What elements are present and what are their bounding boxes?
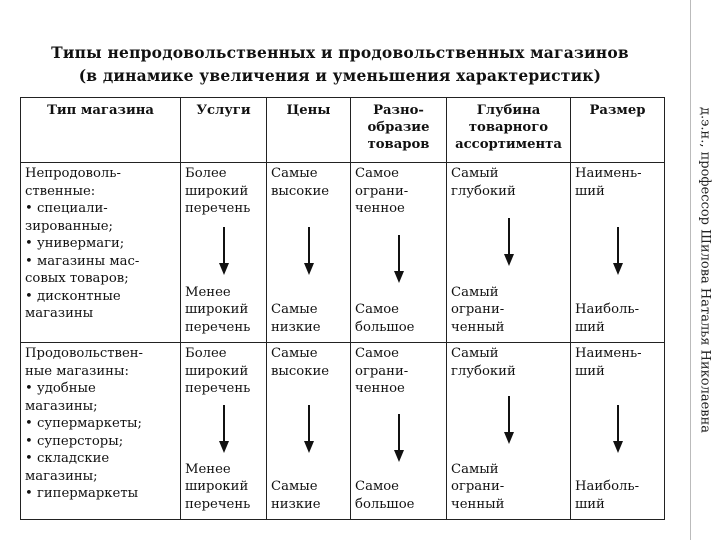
shop-type-line: • складские bbox=[25, 451, 110, 466]
cell-line: высокие bbox=[271, 363, 330, 379]
header-size: Размер bbox=[571, 98, 665, 163]
cell-line: ший bbox=[575, 319, 605, 335]
cell-line: перечень bbox=[185, 319, 251, 335]
cell-line: глубокий bbox=[451, 363, 516, 379]
arrow-down-icon bbox=[503, 396, 515, 444]
depth-cell bbox=[447, 343, 571, 520]
store-types-table bbox=[20, 97, 665, 520]
table-title: Типы непродовольственных и продовольственных магазинов bbox=[51, 43, 629, 62]
cell-line: широкий bbox=[185, 479, 249, 494]
shop-type-line: Непродоволь- bbox=[25, 166, 121, 181]
cell-line: глубокий bbox=[451, 183, 516, 199]
cell-line: Самые bbox=[271, 479, 318, 494]
cell-line: Самые bbox=[271, 166, 318, 181]
depth-bottom-text bbox=[451, 461, 566, 514]
cell-line: ший bbox=[575, 183, 605, 199]
size-top-text bbox=[575, 345, 660, 380]
prices-top-text bbox=[271, 345, 346, 380]
prices-cell bbox=[267, 343, 351, 520]
prices-cell bbox=[267, 163, 351, 343]
arrow-down-icon bbox=[218, 405, 230, 453]
variety-cell bbox=[351, 343, 447, 520]
cell-line: ограни- bbox=[451, 302, 505, 317]
header-services: Услуги bbox=[181, 98, 267, 163]
cell-line: Наимень- bbox=[575, 346, 642, 361]
size-bottom-text bbox=[575, 301, 660, 336]
cell-line: ченное bbox=[355, 381, 405, 396]
prices-top-text bbox=[271, 165, 346, 200]
cell-line: Самый bbox=[451, 346, 499, 361]
header-row bbox=[21, 98, 665, 163]
shop-types-cell bbox=[21, 343, 181, 520]
depth-cell bbox=[447, 163, 571, 343]
variety-bottom-text bbox=[355, 301, 442, 336]
cell-line: Менее bbox=[185, 461, 231, 477]
prices-bottom-text bbox=[271, 478, 346, 513]
arrow-down-icon bbox=[612, 227, 624, 275]
cell-line: Самый bbox=[451, 166, 499, 181]
shop-type-line: ные магазины: bbox=[25, 363, 129, 379]
shop-type-line: • специали- bbox=[25, 201, 108, 216]
size-top-text bbox=[575, 165, 660, 200]
table-row bbox=[21, 163, 665, 343]
author-caption: д.э.н., профессор Шилова Наталья Николаевна bbox=[697, 106, 713, 434]
cell-line: Самые bbox=[271, 346, 318, 361]
size-cell bbox=[571, 343, 665, 520]
cell-line: перечень bbox=[185, 201, 251, 216]
arrow-down-icon bbox=[393, 235, 405, 283]
cell-line: широкий bbox=[185, 363, 249, 379]
shop-type-line: • универмаги; bbox=[25, 236, 125, 251]
shop-type-line: • дисконтные bbox=[25, 288, 121, 304]
shop-types-cell bbox=[21, 163, 181, 343]
cell-line: Самый bbox=[451, 461, 499, 477]
cell-line: Самое bbox=[355, 479, 399, 494]
cell-line: Менее bbox=[185, 284, 231, 300]
variety-top-text bbox=[355, 345, 442, 398]
size-bottom-text bbox=[575, 478, 660, 513]
shop-type-line: магазины; bbox=[25, 398, 98, 414]
cell-line: широкий bbox=[185, 183, 249, 199]
variety-top-text bbox=[355, 165, 442, 218]
prices-bottom-text bbox=[271, 301, 346, 336]
shop-type-line: • магазины мас- bbox=[25, 253, 140, 269]
arrow-down-icon bbox=[303, 227, 315, 275]
variety-cell bbox=[351, 163, 447, 343]
header-type: Тип магазина bbox=[21, 98, 181, 163]
cell-line: большое bbox=[355, 319, 415, 335]
services-top-text bbox=[185, 165, 262, 218]
cell-line: Более bbox=[185, 346, 227, 361]
services-top-text bbox=[185, 345, 262, 398]
cell-line: ограни- bbox=[355, 183, 409, 199]
shop-type-line: • супермаркеты; bbox=[25, 416, 142, 431]
services-cell bbox=[181, 163, 267, 343]
size-cell bbox=[571, 163, 665, 343]
cell-line: ченное bbox=[355, 201, 405, 216]
cell-line: Более bbox=[185, 166, 227, 181]
cell-line: Самое bbox=[355, 166, 399, 181]
shop-type-line: магазины bbox=[25, 306, 94, 321]
cell-line: Самые bbox=[271, 302, 318, 317]
cell-line: высокие bbox=[271, 183, 330, 199]
cell-line: перечень bbox=[185, 496, 251, 512]
services-bottom-text bbox=[185, 461, 262, 514]
cell-line: ограни- bbox=[451, 479, 505, 494]
cell-line: низкие bbox=[271, 496, 321, 512]
services-cell bbox=[181, 343, 267, 520]
shop-type-line: • удобные bbox=[25, 381, 96, 396]
table-row bbox=[21, 343, 665, 520]
cell-line: Самое bbox=[355, 346, 399, 361]
shop-type-line: Продовольствен- bbox=[25, 346, 144, 361]
depth-top-text bbox=[451, 345, 566, 380]
cell-line: большое bbox=[355, 496, 415, 512]
variety-bottom-text bbox=[355, 478, 442, 513]
header-prices: Цены bbox=[267, 98, 351, 163]
header-variety: Разно- образие товаров bbox=[351, 98, 447, 163]
shop-type-line: магазины; bbox=[25, 468, 98, 484]
arrow-down-icon bbox=[612, 405, 624, 453]
shop-type-line: • суперсторы; bbox=[25, 433, 124, 449]
cell-line: ченный bbox=[451, 319, 505, 335]
cell-line: Самый bbox=[451, 284, 499, 300]
cell-line: ший bbox=[575, 363, 605, 379]
table-subtitle: (в динамике увеличения и уменьшения характеристик) bbox=[78, 66, 602, 85]
cell-line: Наиболь- bbox=[575, 479, 640, 494]
arrow-down-icon bbox=[303, 405, 315, 453]
arrow-down-icon bbox=[393, 414, 405, 462]
cell-line: Наиболь- bbox=[575, 302, 640, 317]
cell-line: ограни- bbox=[355, 363, 409, 379]
depth-top-text bbox=[451, 165, 566, 200]
cell-line: низкие bbox=[271, 319, 321, 335]
cell-line: ченный bbox=[451, 496, 505, 512]
shop-type-line: зированные; bbox=[25, 218, 113, 234]
header-depth: Глубина товарного ассортимента bbox=[447, 98, 571, 163]
depth-bottom-text bbox=[451, 284, 566, 337]
cell-line: перечень bbox=[185, 381, 251, 396]
cell-line: Самое bbox=[355, 302, 399, 317]
shop-type-line: • гипермаркеты bbox=[25, 486, 139, 501]
cell-line: ший bbox=[575, 496, 605, 512]
shop-type-line: ственные: bbox=[25, 183, 96, 199]
shop-type-line: совых товаров; bbox=[25, 271, 129, 286]
cell-line: Наимень- bbox=[575, 166, 642, 181]
services-bottom-text bbox=[185, 284, 262, 337]
arrow-down-icon bbox=[503, 218, 515, 266]
arrow-down-icon bbox=[218, 227, 230, 275]
cell-line: широкий bbox=[185, 302, 249, 317]
